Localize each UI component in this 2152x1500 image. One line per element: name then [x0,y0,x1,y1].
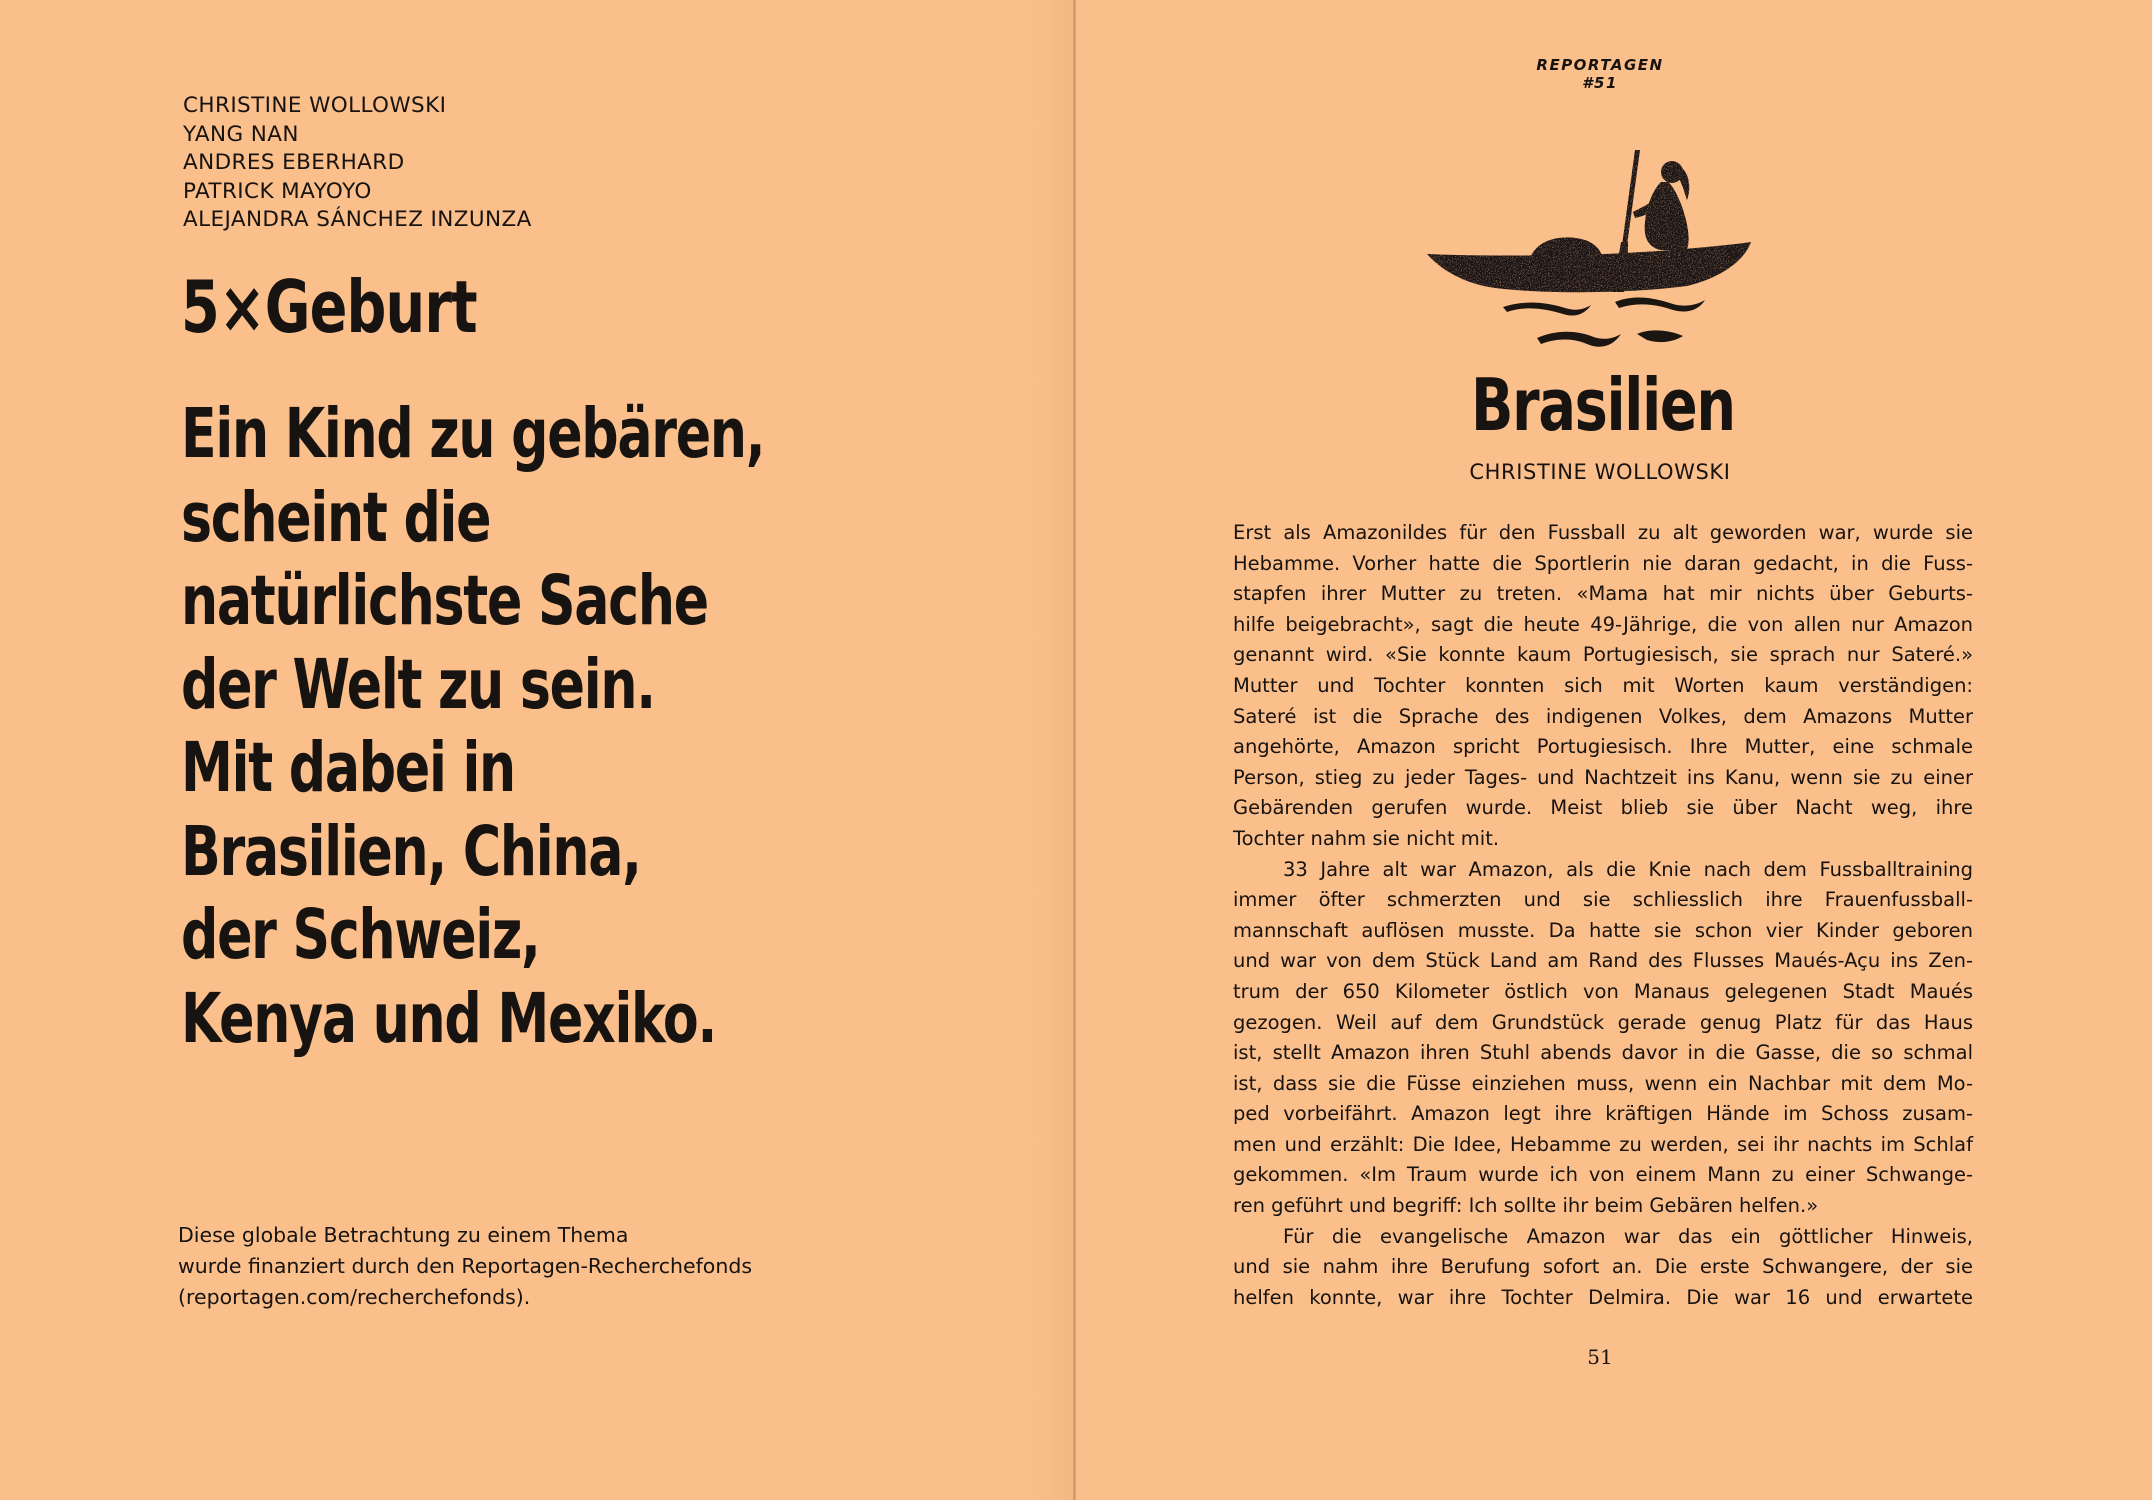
author-name: PATRICK MAYOYO [183,178,372,204]
body-line: angehörte, Amazon spricht Portugiesisch. Ihre Mutter, eine schmale [1233,735,1973,759]
body-line: Mutter und Tochter konnten sich mit Worten kaum verständigen: [1233,673,1973,697]
body-line: ped vorbeifährt. Amazon legt ihre kräftigen Hände im Schoss zusam- [1233,1102,1973,1126]
body-line: mannschaft auflösen musste. Da hatte sie schon vier Kinder geboren [1233,918,1973,942]
lead-line: Ein Kind zu gebären, [181,394,765,474]
series-title: 5×Geburt [181,265,477,349]
funding-line: Diese globale Betrachtung zu einem Thema [178,1223,629,1247]
body-line: genannt wird. «Sie konnte kaum Portugiesisch, sie sprach nur Sateré.» [1233,643,1973,667]
body-line: hilfe beigebracht», sagt die heute 49-Jährige, die von allen nur Amazon [1233,612,1973,636]
body-line: men und erzählt: Die Idee, Hebamme zu werden, sei ihr nachts im Schlaf [1233,1132,1973,1156]
body-line: helfen konnte, war ihre Tochter Delmira. Die war 16 und erwartete [1233,1285,1973,1309]
funding-line: (reportagen.com/recherchefonds). [178,1285,531,1309]
author-name: YANG NAN [183,121,299,147]
byline: CHRISTINE WOLLOWSKI [1469,460,1731,484]
body-line: und sie nahm ihre Berufung sofort an. Die erste Schwangere, der sie [1233,1255,1973,1279]
lead-text [181,393,764,1061]
gutter-shadow [1030,0,1073,1500]
author-name: CHRISTINE WOLLOWSKI [183,93,447,118]
body-line: immer öfter schmerzten und sie schliesslich ihre Frauenfussball- [1233,888,1973,912]
body-line: gezogen. Weil auf dem Grundstück gerade genug Platz für das Haus [1233,1010,1973,1034]
body-line: Gebärenden gerufen wurde. Meist blieb sie über Nacht weg, ihre [1233,796,1973,820]
author-name: ALEJANDRA SÁNCHEZ INZUNZA [183,207,532,232]
body-line: stapfen ihrer Mutter zu treten. «Mama hat mir nichts über Geburts- [1233,582,1973,606]
body-line: und war von dem Stück Land am Rand des Flusses Maués-Açu ins Zen- [1233,949,1973,973]
lead-line: scheint die [181,477,491,558]
body-line: Person, stieg zu jeder Tages- und Nachtzeit ins Kanu, wenn sie zu einer [1233,765,1973,789]
body-line: 33 Jahre alt war Amazon, als die Knie nach dem Fussballtraining [1283,857,1973,881]
lead-line: der Welt zu sein. [181,644,655,725]
lead-line: Brasilien, China, [181,811,641,892]
lead-line: der Schweiz, [181,895,540,975]
body-line: gekommen. «Im Traum wurde ich von einem Mann zu einer Schwange- [1233,1163,1973,1187]
body-line: Für die evangelische Amazon war das ein göttlicher Hinweis, [1283,1224,1973,1248]
author-name: ANDRES EBERHARD [183,150,405,175]
body-line: Sateré ist die Sprache des indigenen Volkes, dem Amazons Mutter [1233,704,1973,728]
body-line: ren geführt und begriff: Ich sollte ihr beim Gebären helfen.» [1233,1194,1819,1218]
country-title: Brasilien [1471,363,1735,447]
lead-line: Kenya und Mexiko. [181,978,717,1059]
body-line: trum der 650 Kilometer östlich von Manaus gelegenen Stadt Maués [1233,979,1973,1003]
article-body [1233,518,1973,1313]
body-line: ist, dass sie die Füsse einziehen muss, wenn ein Nachbar mit dem Mo- [1233,1071,1973,1095]
lead-line: Mit dabei in [181,728,515,808]
body-line: Hebamme. Vorher hatte die Sportlerin nie daran gedacht, in die Fuss- [1233,551,1973,575]
page-gutter [1073,0,1076,1500]
running-head: REPORTAGEN #51 [1536,56,1664,92]
lead-line: natürlichste Sache [181,561,708,641]
body-line: ist, stellt Amazon ihren Stuhl abends davor in die Gasse, die so schmal [1233,1041,1973,1065]
body-line: Erst als Amazonildes für den Fussball zu alt geworden war, wurde sie [1233,521,1973,544]
funding-note [178,1220,752,1313]
page-number: 51 [1587,1345,1613,1369]
canoe-paddler-illustration [1425,142,1755,354]
funding-line: wurde finanziert durch den Reportagen-Recherchefonds [178,1254,753,1278]
author-list [183,92,532,235]
body-line: Tochter nahm sie nicht mit. [1233,826,1500,850]
